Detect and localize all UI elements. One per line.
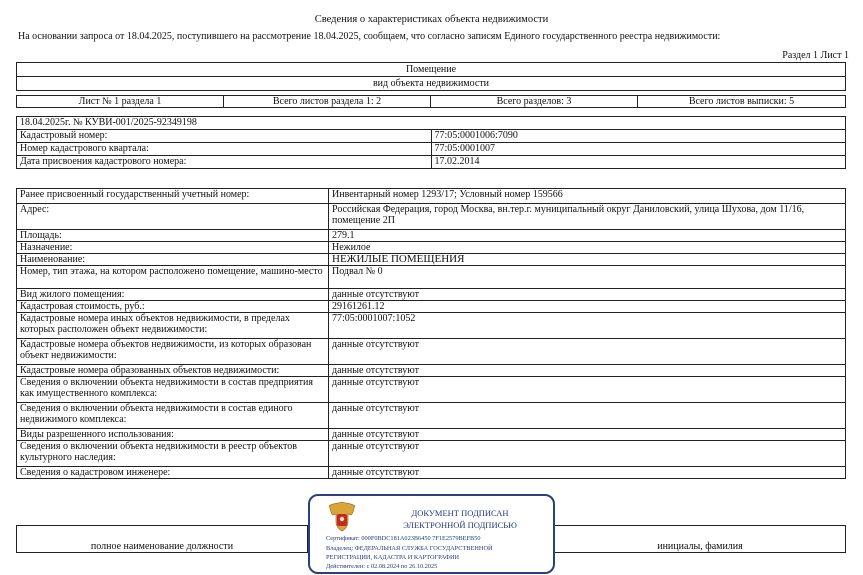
char-label: Сведения о кадастровом инженере: — [17, 467, 329, 479]
char-value: данные отсутствуют — [329, 441, 846, 467]
info-label: Дата присвоения кадастрового номера: — [17, 156, 432, 169]
char-label: Назначение: — [17, 242, 329, 254]
info-value: 17.02.2014 — [431, 156, 846, 169]
char-value: НЕЖИЛЫЕ ПОМЕЩЕНИЯ — [329, 254, 846, 266]
char-value: данные отсутствуют — [329, 467, 846, 479]
char-value: данные отсутствуют — [329, 377, 846, 403]
char-value: Подвал № 0 — [329, 266, 846, 289]
total-sections: Всего разделов: 3 — [431, 96, 638, 108]
object-kind-label: вид объекта недвижимости — [16, 76, 846, 91]
char-value: Инвентарный номер 1293/17; Условный номер 159566 — [329, 189, 846, 204]
char-label: Кадастровая стоимость, руб.: — [17, 301, 329, 313]
stamp-owner-1: Владелец: ФЕДЕРАЛЬНАЯ СЛУЖБА ГОСУДАРСТВЕННОЙ — [326, 545, 493, 552]
sheets-in-section: Всего листов раздела 1: 2 — [224, 96, 431, 108]
coat-of-arms-icon — [326, 500, 358, 534]
sheet-number: Лист № 1 раздела 1 — [17, 96, 224, 108]
info-label: Номер кадастрового квартала: — [17, 143, 432, 156]
initials-label: инициалы, фамилия — [657, 541, 743, 552]
characteristics-table — [16, 188, 846, 479]
char-label: Сведения о включении объекта недвижимости в реестр объектов культурного наследия: — [17, 441, 329, 467]
stamp-line-1: ДОКУМЕНТ ПОДПИСАН — [411, 508, 509, 518]
electronic-signature-stamp — [308, 494, 555, 574]
char-label: Вид жилого помещения: — [17, 289, 329, 301]
char-label: Площадь: — [17, 230, 329, 242]
char-value: 77:05:0001007:1052 — [329, 313, 846, 339]
char-label: Номер, тип этажа, на котором расположено помещение, машино-место — [17, 266, 329, 289]
char-label: Адрес: — [17, 204, 329, 230]
total-sheets: Всего листов выписки: 5 — [638, 96, 846, 108]
char-value: данные отсутствуют — [329, 403, 846, 429]
extract-date-number: 18.04.2025г. № КУВИ-001/2025-92349198 — [17, 117, 846, 130]
char-value: данные отсутствуют — [329, 289, 846, 301]
char-label: Ранее присвоенный государственный учетный номер: — [17, 189, 329, 204]
stamp-validity: Действителен: с 02.08.2024 по 26.10.2025 — [326, 563, 438, 570]
info-table — [16, 116, 846, 169]
info-label: Кадастровый номер: — [17, 130, 432, 143]
char-value: данные отсутствуют — [329, 365, 846, 377]
char-value: Нежилое — [329, 242, 846, 254]
char-label: Кадастровые номера объектов недвижимости, из которых образован объект недвижимости: — [17, 339, 329, 365]
char-label: Кадастровые номера образованных объектов недвижимости: — [17, 365, 329, 377]
char-label: Наименование: — [17, 254, 329, 266]
info-value: 77:05:0001006:7090 — [431, 130, 846, 143]
char-value: Российская Федерация, город Москва, вн.тер.г. муниципальный округ Даниловский, улица Шухова, дом 11/16, помещение 2П — [329, 204, 846, 230]
char-label: Кадастровые номера иных объектов недвижимости, в пределах которых расположен объект недвижимости: — [17, 313, 329, 339]
char-label: Сведения о включении объекта недвижимости в состав предприятия как имущественного комплекса: — [17, 377, 329, 403]
info-value: 77:05:0001007 — [431, 143, 846, 156]
char-value: 29161261.12 — [329, 301, 846, 313]
stamp-owner-2: РЕГИСТРАЦИИ, КАДАСТРА И КАРТОГРАФИИ — [326, 554, 460, 561]
char-label: Сведения о включении объекта недвижимости в состав единого недвижимого комплекса: — [17, 403, 329, 429]
section-label: Раздел 1 Лист 1 — [782, 50, 849, 61]
char-label: Виды разрешенного использования: — [17, 429, 329, 441]
stamp-line-2: ЭЛЕКТРОННОЙ ПОДПИСЬЮ — [403, 520, 517, 530]
char-value: данные отсутствуют — [329, 339, 846, 365]
char-value: 279.1 — [329, 230, 846, 242]
document-title: Сведения о характеристиках объекта недвижимости — [314, 14, 549, 25]
object-name: Помещение — [16, 62, 846, 77]
position-label: полное наименование должности — [90, 541, 234, 552]
char-value: данные отсутствуют — [329, 429, 846, 441]
stamp-certificate: Сертификат: 000F0BDC181A023B6450 7F1E2579BEFB50 — [326, 535, 481, 542]
sheets-table — [16, 95, 846, 108]
intro-text: На основании запроса от 18.04.2025, поступившего на рассмотрение 18.04.2025, сообщаем, что согласно записям Единого государственного реестра недвижимости: — [18, 31, 721, 42]
